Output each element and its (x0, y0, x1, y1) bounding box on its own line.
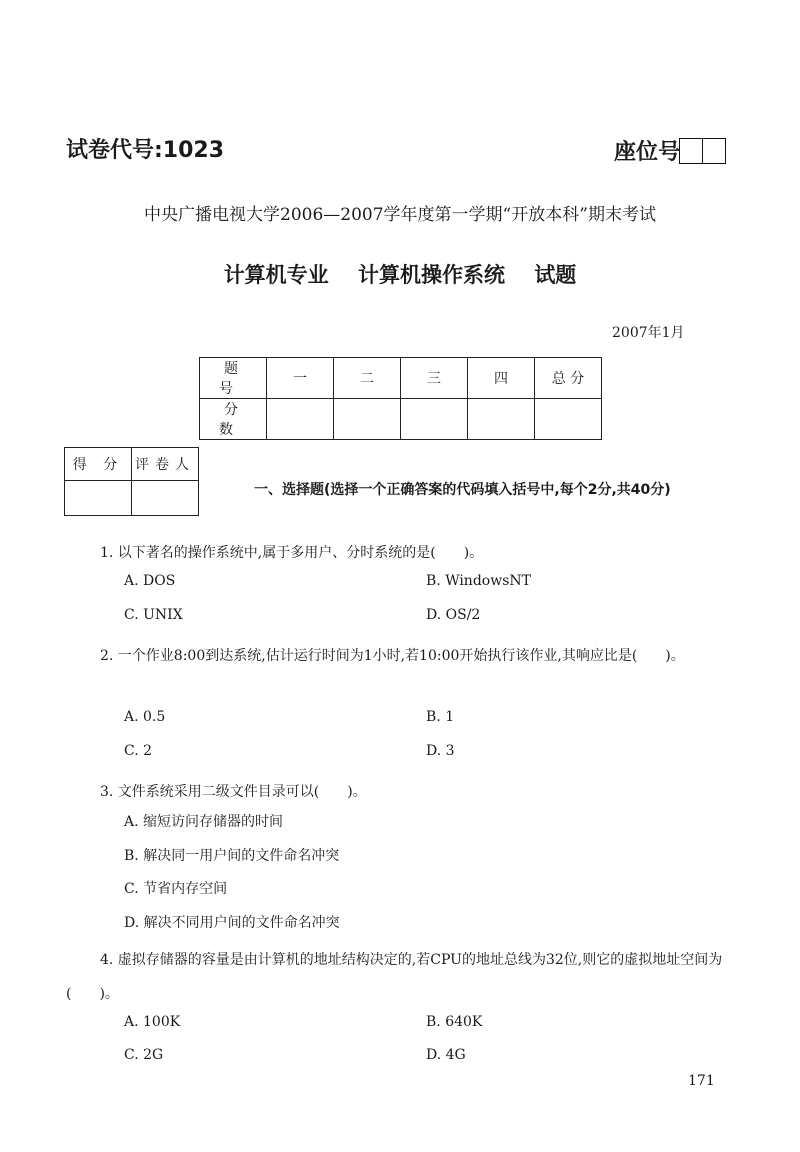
question-3-option-b: B. 解决同一用户间的文件命名冲突 (124, 848, 340, 864)
score-table (199, 357, 602, 440)
score-cell-total: 总 分 (535, 358, 602, 399)
question-3-stem: 3. 文件系统采用二级文件目录可以( )。 (100, 784, 367, 800)
seat-box-2 (702, 138, 726, 164)
grader-score-blank (65, 481, 132, 516)
question-3-option-d: D. 解决不同用户间的文件命名冲突 (124, 915, 340, 931)
paper-code: 试卷代号:1023 (66, 138, 225, 163)
question-2-option-a: A. 0.5 (124, 709, 166, 725)
question-4-option-c: C. 2G (124, 1047, 164, 1063)
score-cell-label: 题 号 (200, 358, 267, 399)
exam-title (0, 259, 800, 289)
question-4-option-b: B. 640K (426, 1014, 483, 1030)
question-1-option-b: B. WindowsNT (426, 573, 531, 589)
question-3-option-a: A. 缩短访问存储器的时间 (124, 814, 284, 830)
exam-header: 中央广播电视大学2006—2007学年度第一学期“开放本科”期末考试 (144, 205, 656, 225)
section-title: 一、选择题(选择一个正确答案的代码填入括号中,每个2分,共40分) (254, 482, 671, 498)
grader-table (64, 447, 199, 516)
score-input-4 (468, 399, 535, 440)
question-1-option-a: A. DOS (124, 573, 176, 589)
question-2-option-d: D. 3 (426, 743, 455, 759)
exam-date: 2007年1月 (612, 325, 685, 341)
grader-name-label: 评卷人 (132, 448, 199, 481)
score-input-1 (267, 399, 334, 440)
score-cell-1: 一 (267, 358, 334, 399)
question-2-stem: 2. 一个作业8:00到达系统,估计运行时间为1小时,若10:00开始执行该作业,其响应比是( )。 (100, 648, 685, 664)
grader-score-label: 得 分 (65, 448, 132, 481)
exam-title-course: 计算机操作系统 (358, 263, 505, 287)
score-row-label: 分 数 (200, 399, 267, 440)
question-4-stem: 4. 虚拟存储器的容量是由计算机的地址结构决定的,若CPU的地址总线为32位,则它的虚拟地址空间为( )。 (66, 952, 723, 1002)
question-2-option-b: B. 1 (426, 709, 455, 725)
question-4-option-d: D. 4G (426, 1047, 466, 1063)
exam-title-suffix: 试题 (534, 263, 577, 287)
question-2-option-c: C. 2 (124, 743, 153, 759)
page-number: 171 (688, 1073, 715, 1089)
exam-title-major: 计算机专业 (223, 263, 329, 287)
score-input-total (535, 399, 602, 440)
score-input-3 (401, 399, 468, 440)
score-table-score-row (200, 399, 602, 440)
seat-box-1 (679, 138, 703, 164)
score-cell-3: 三 (401, 358, 468, 399)
seat-label: 座位号 (614, 140, 681, 165)
grader-table-header (65, 448, 199, 481)
grader-name-blank (132, 481, 199, 516)
question-3-option-c: C. 节省内存空间 (124, 881, 228, 897)
question-1-stem: 1. 以下著名的操作系统中,属于多用户、分时系统的是( )。 (100, 545, 484, 561)
score-table-header-row (200, 358, 602, 399)
question-4-option-a: A. 100K (124, 1014, 181, 1030)
grader-table-blank (65, 481, 199, 516)
score-cell-4: 四 (468, 358, 535, 399)
score-cell-2: 二 (334, 358, 401, 399)
question-1-option-d: D. OS/2 (426, 607, 481, 623)
seat-number (614, 135, 726, 166)
score-input-2 (334, 399, 401, 440)
question-1-option-c: C. UNIX (124, 607, 183, 623)
